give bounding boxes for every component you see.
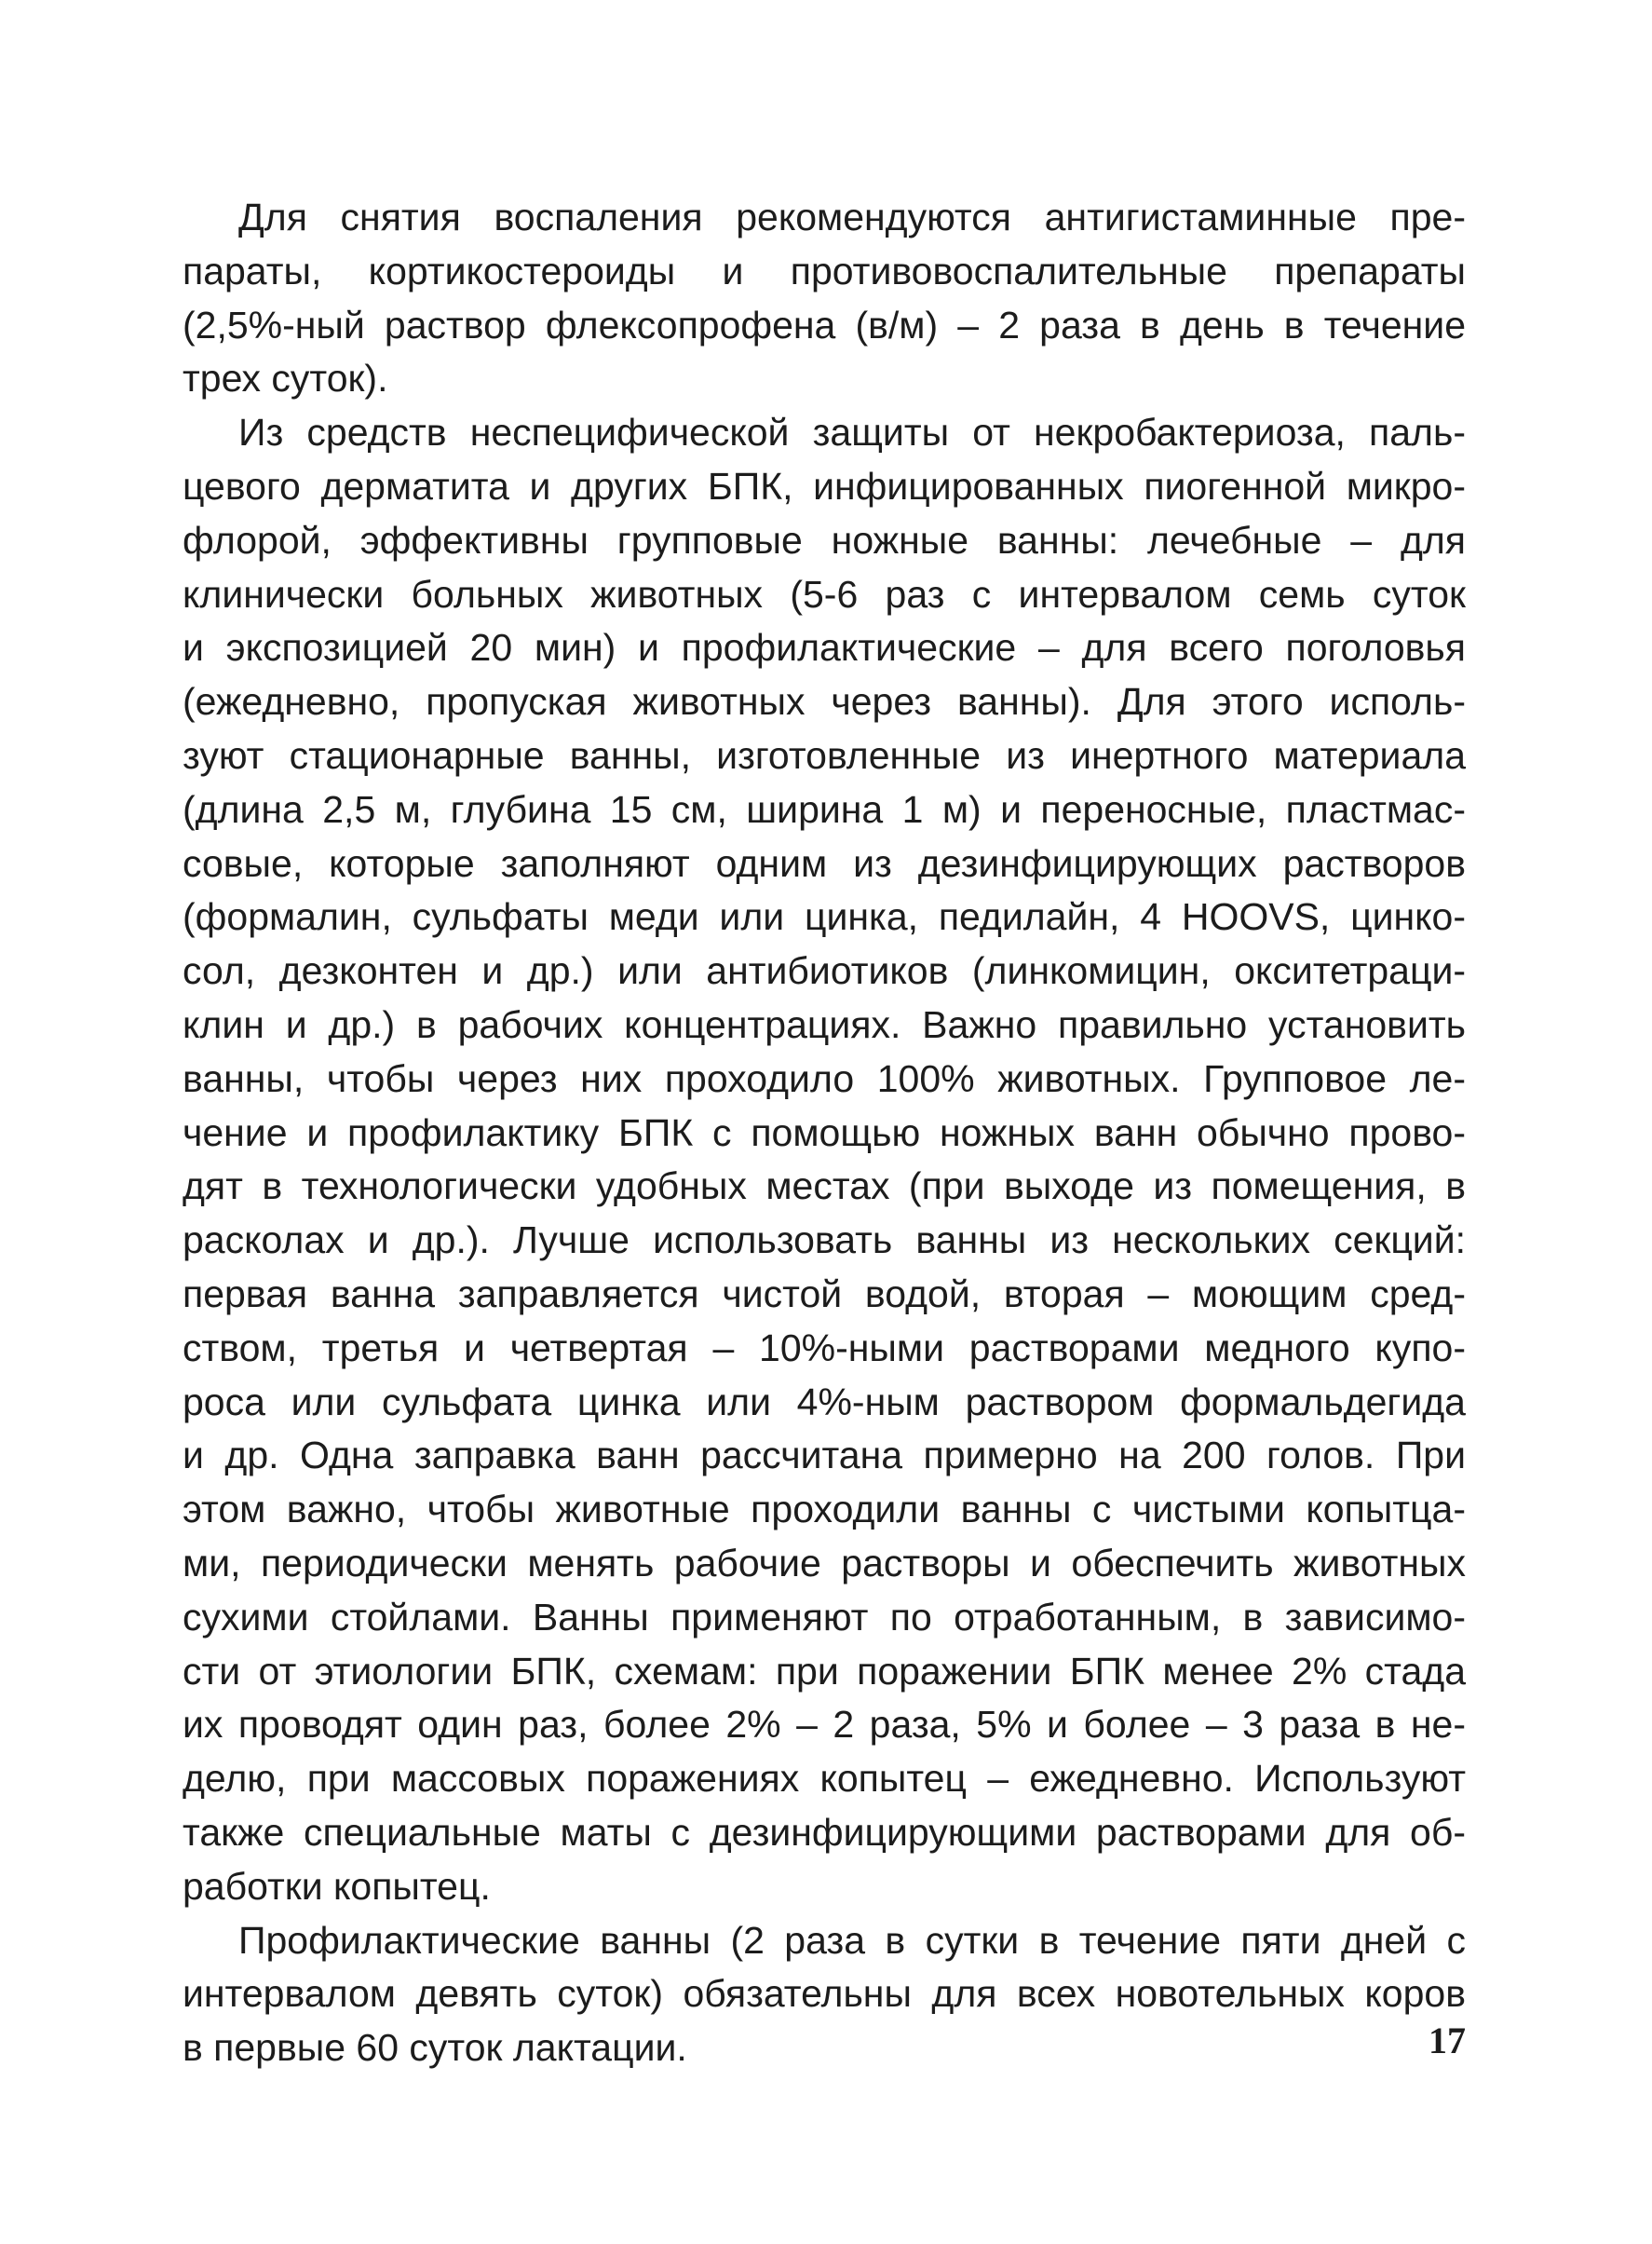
text-line: интервалом девять суток) обязательны для всех новотельных коров [183,1972,1466,2016]
text-line: Для снятия воспаления рекомендуются антигистаминные пре- [238,196,1466,238]
text-line: также специальные маты с дезинфицирующими растворами для об- [183,1810,1466,1854]
page-number: 17 [1429,2020,1466,2061]
text-line: роса или сульфата цинка или 4%-ным раствором формальдегида [183,1380,1466,1423]
text-line: зуют стационарные ванны, изготовленные из инертного материала [183,733,1466,777]
text-line: Профилактические ванны (2 раза в сутки в течение пяти дней с [238,1918,1466,1962]
text-line: их проводят один раз, более 2% – 2 раза, 5% и более – 3 раза в не- [183,1703,1466,1747]
text-line: чение и профилактику БПК с помощью ножных ванн обычно прово- [183,1110,1466,1154]
text-line: расколах и др.). Лучше использовать ванны из нескольких секций: [183,1218,1466,1262]
text-line: этом важно, чтобы животные проходили ванны с чистыми копытца- [183,1488,1466,1531]
paragraph-1 [183,191,1466,406]
text-line: и экспозицией 20 мин) и профилактические – для всего поголовья [183,626,1466,670]
text-line: ством, третья и четвертая – 10%-ными растворами медного купо- [183,1326,1466,1369]
text-line: совые, которые заполняют одним из дезинфицирующих растворов [183,841,1466,885]
text-line: флорой, эффективны групповые ножные ванны: лечебные – для [183,518,1466,562]
text-line: ванны, чтобы через них проходило 100% животных. Групповое ле- [183,1056,1466,1100]
text-line: (длина 2,5 м, глубина 15 см, ширина 1 м) и переносные, пластмас- [183,787,1466,831]
text-line: трех суток). [183,357,388,401]
text-line: дят в технологически удобных местах (при выходе из помещения, в [183,1164,1466,1208]
text-line: (формалин, сульфаты меди или цинка, педилайн, 4 HOOVS, цинко- [183,895,1466,939]
text-line: клинически больных животных (5-6 раз с интервалом семь суток [183,572,1466,616]
text-line: (2,5%-ный раствор флексопрофена (в/м) – 2 раза в день в течение [183,303,1466,347]
text-line: цевого дерматита и других БПК, инфицированных пиогенной микро- [183,464,1466,508]
text-line: первая ванна заправляется чистой водой, вторая – моющим сред- [183,1272,1466,1315]
text-line: клин и др.) в рабочих концентрациях. Важно правильно установить [183,1002,1466,1046]
text-line: и др. Одна заправка ванн рассчитана примерно на 200 голов. При [183,1434,1466,1477]
text-line: Из средств неспецифической защиты от некробактериоза, паль- [238,411,1466,455]
text-line: сол, дезконтен и др.) или антибиотиков (линкомицин, окситетраци- [183,949,1466,993]
text-line: ми, периодически менять рабочие растворы и обеспечить животных [183,1541,1466,1584]
paragraph-2 [183,406,1466,1913]
text-line: (ежедневно, пропуская животных через ванны). Для этого исполь- [183,680,1466,724]
text-line: параты, кортикостероиды и противовоспалительные препараты [183,249,1466,292]
text-line: в первые 60 суток лактации. [183,2026,687,2070]
text-line: работки копытец. [183,1864,491,1908]
text-line: сти от этиологии БПК, схемам: при поражении БПК менее 2% стада [183,1649,1466,1693]
body-text [183,191,1466,2075]
paragraph-3 [183,1914,1466,2075]
text-line: делю, при массовых поражениях копытец – ежедневно. Используют [183,1757,1466,1801]
text-line: сухими стойлами. Ванны применяют по отработанным, в зависимо- [183,1595,1466,1639]
